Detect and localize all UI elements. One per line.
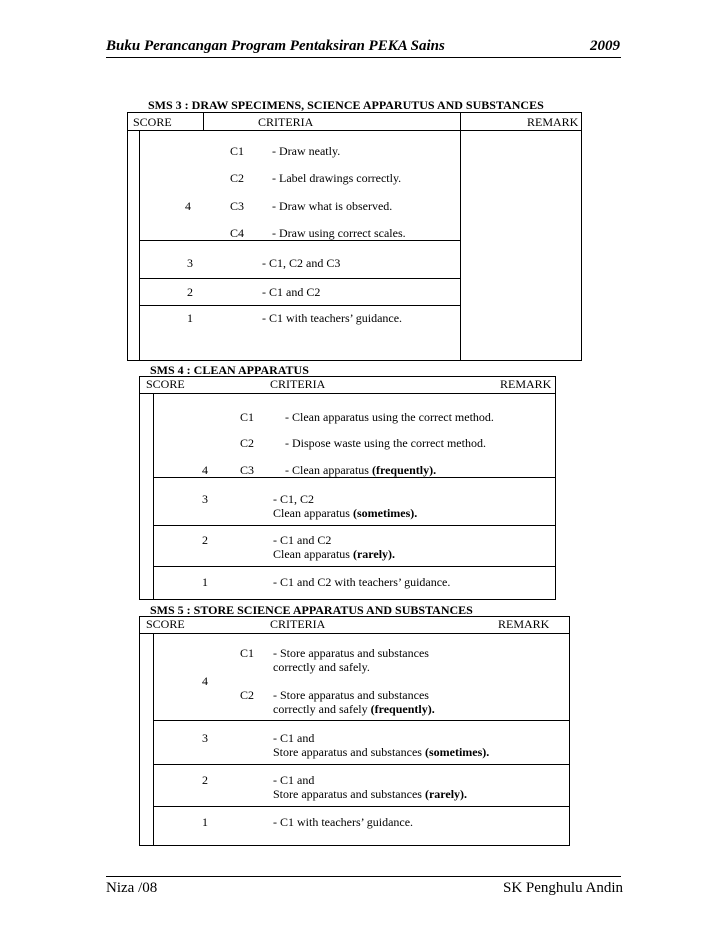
sms4-col-score: SCORE [146, 377, 185, 391]
sms4-row2-line2: Clean apparatus (rarely). [273, 547, 396, 561]
sms5-title: SMS 5 : STORE SCIENCE APPARATUS AND SUBSTANCES [150, 603, 473, 617]
sms5-c2-line1: - Store apparatus and substances [273, 688, 429, 702]
sms3-row2-text: - C1 and C2 [262, 285, 321, 299]
sms3-row1-text: - C1 with teachers’ guidance. [262, 311, 403, 325]
sms3-score-2: 2 [187, 285, 193, 299]
document-header-year: 2009 [590, 38, 620, 54]
sms4-score-3: 3 [202, 492, 208, 506]
sms3-score-3: 3 [187, 256, 193, 270]
sms3-c4-code: C4 [230, 226, 245, 240]
sms3-c2-text: - Label drawings correctly. [272, 171, 402, 185]
sms3-score-4: 4 [185, 199, 191, 213]
sms4-c3-text: - Clean apparatus (frequently). [285, 463, 437, 477]
sms5-score-4: 4 [202, 674, 208, 688]
sms4-c2-code: C2 [240, 436, 255, 450]
sms4-score-4: 4 [202, 463, 208, 477]
sms5-row3-line2: Store apparatus and substances (sometimes). [273, 745, 490, 759]
sms4-col-criteria: CRITERIA [270, 377, 326, 391]
sms5-c2-line2: correctly and safely (frequently). [273, 702, 435, 716]
sms3-c2-code: C2 [230, 171, 245, 185]
header-rule [106, 57, 621, 58]
sms5-col-remark: REMARK [498, 617, 550, 631]
sms5-score-1: 1 [202, 815, 208, 829]
sms4-c1-code: C1 [240, 410, 255, 424]
sms5-c1-line1: - Store apparatus and substances [273, 646, 429, 660]
footer-rule [106, 876, 621, 877]
sms4-score-1: 1 [202, 575, 208, 589]
sms3-row3-text: - C1, C2 and C3 [262, 256, 341, 270]
sms3-col-remark: REMARK [527, 115, 579, 129]
sms5-c1-line2: correctly and safely. [273, 660, 370, 674]
sms4-c2-text: - Dispose waste using the correct method. [285, 436, 486, 450]
sms4-row2-line1: - C1 and C2 [273, 533, 332, 547]
sms3-title: SMS 3 : DRAW SPECIMENS, SCIENCE APPARUTUS AND SUBSTANCES [148, 98, 544, 112]
sms5-col-score: SCORE [146, 617, 185, 631]
sms5-row1-text: - C1 with teachers’ guidance. [273, 815, 414, 829]
sms5-row2-line1: - C1 and [273, 773, 315, 787]
sms3-c1-text: - Draw neatly. [272, 144, 341, 158]
sms3-col-criteria: CRITERIA [258, 115, 314, 129]
sms5-c1-code: C1 [240, 646, 255, 660]
sms3-c3-code: C3 [230, 199, 245, 213]
sms5-c2-code: C2 [240, 688, 255, 702]
sms5-row2-line2: Store apparatus and substances (rarely). [273, 787, 468, 801]
sms3-c3-text: - Draw what is observed. [272, 199, 393, 213]
sms4-c3-code: C3 [240, 463, 255, 477]
sms3-score-1: 1 [187, 311, 193, 325]
sms3-col-score: SCORE [133, 115, 172, 129]
sms4-row3-line1: - C1, C2 [273, 492, 315, 506]
document-header-title: Buku Perancangan Program Pentaksiran PEKA Sains [106, 38, 445, 54]
sms5-score-2: 2 [202, 773, 208, 787]
sms5-score-3: 3 [202, 731, 208, 745]
sms4-title: SMS 4 : CLEAN APPARATUS [150, 363, 309, 377]
sms3-c4-text: - Draw using correct scales. [272, 226, 406, 240]
sms5-col-criteria: CRITERIA [270, 617, 326, 631]
sms4-score-2: 2 [202, 533, 208, 547]
footer-right-text: SK Penghulu Andin [503, 880, 624, 896]
sms3-c1-code: C1 [230, 144, 245, 158]
sms4-c1-text: - Clean apparatus using the correct method. [285, 410, 494, 424]
sms4-row1-text: - C1 and C2 with teachers’ guidance. [273, 575, 451, 589]
sms4-row3-line2: Clean apparatus (sometimes). [273, 506, 418, 520]
sms4-col-remark: REMARK [500, 377, 552, 391]
sms5-row3-line1: - C1 and [273, 731, 315, 745]
footer-left-text: Niza /08 [106, 880, 158, 896]
